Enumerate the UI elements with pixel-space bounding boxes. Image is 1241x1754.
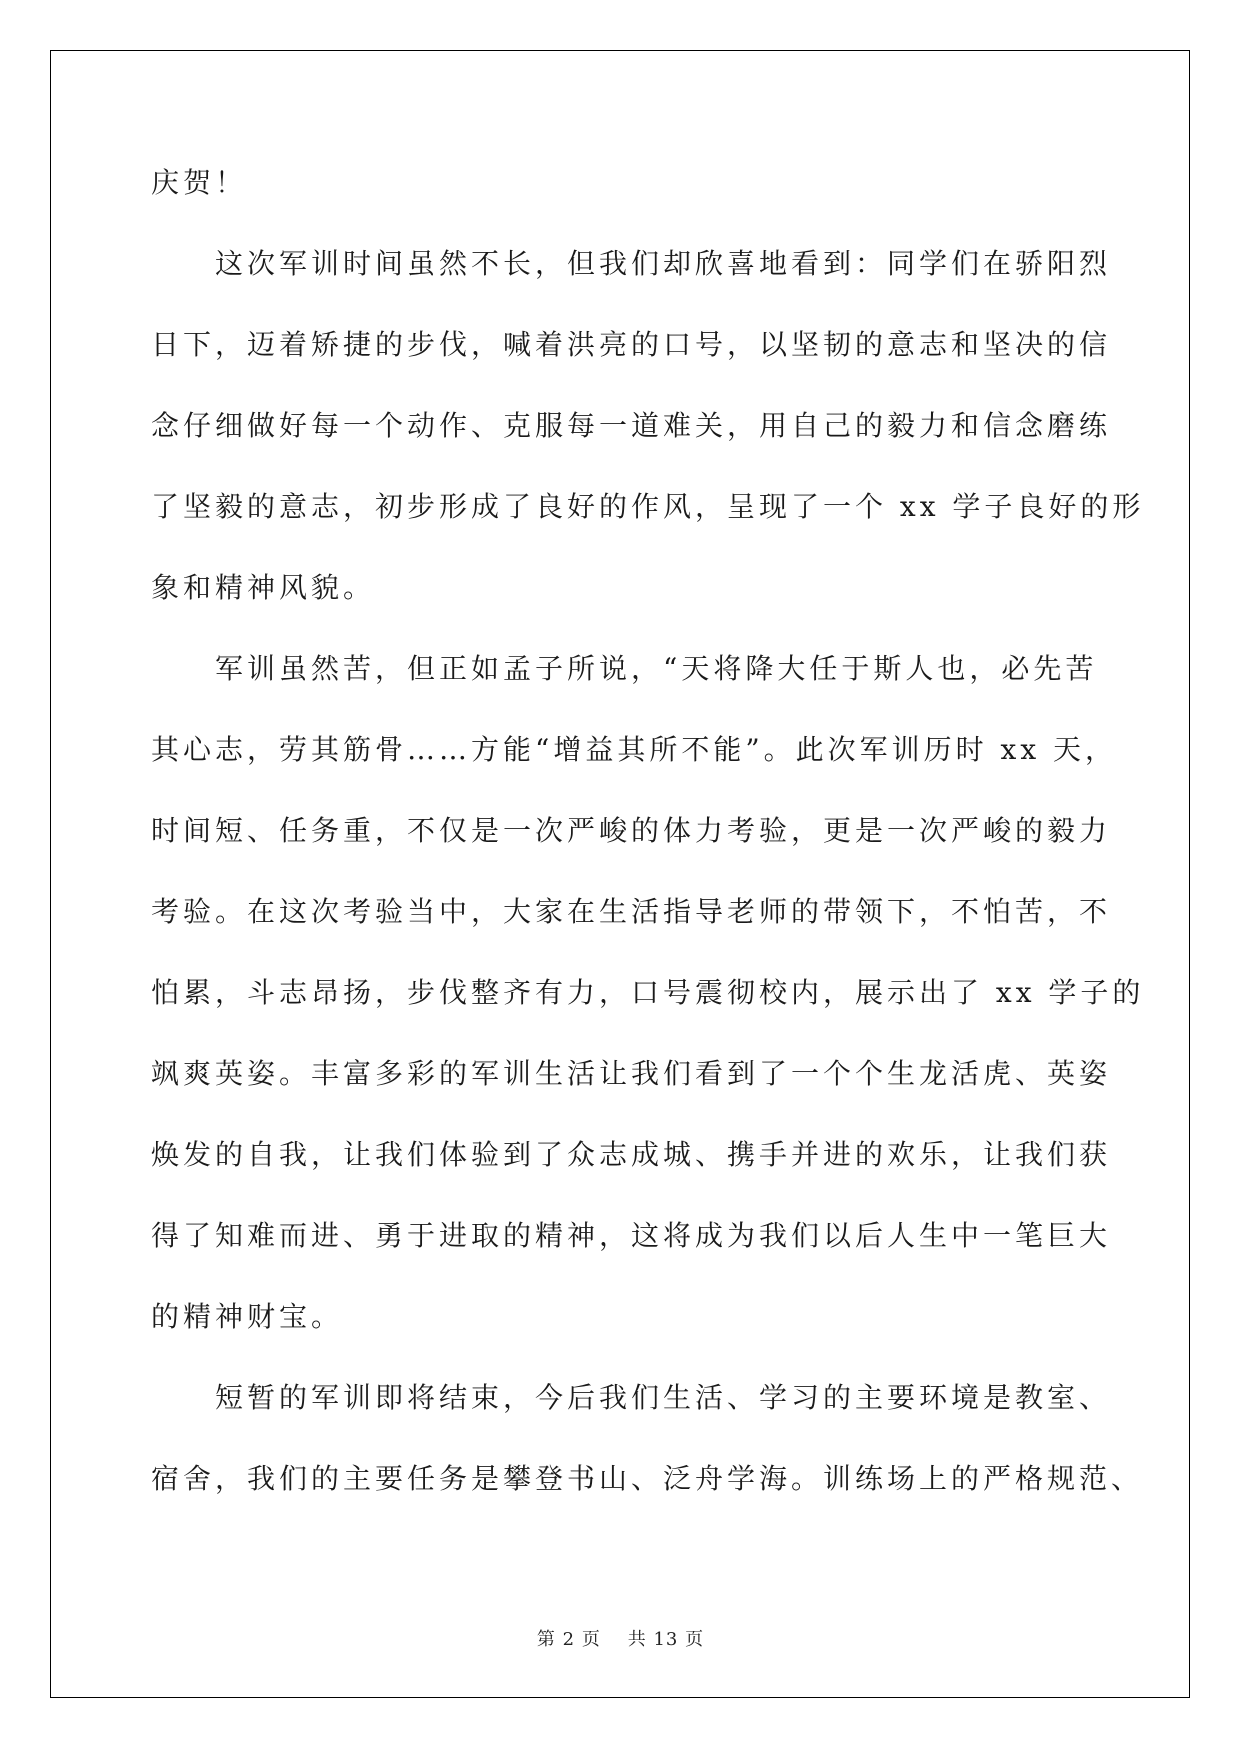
text-line: 象和精神风貌。 xyxy=(151,571,376,604)
text-line: 日下，迈着矫捷的步伐，喊着洪亮的口号，以坚韧的意志和坚决的信 xyxy=(151,328,1112,361)
page-number: 第 2 页 xyxy=(536,1629,601,1650)
text-line: 得了知难而进、勇于进取的精神，这将成为我们以后人生中一笔巨大 xyxy=(151,1219,1112,1252)
text-line: 军训虽然苦，但正如孟子所说，“天将降大任于斯人也，必先苦 xyxy=(215,652,1098,685)
text-line: 其心志，劳其筋骨……方能“增益其所不能”。此次军训历时 xx 天， xyxy=(151,733,1118,766)
text-line: 了坚毅的意志，初步形成了良好的作风，呈现了一个 xx 学子良好的形 xyxy=(151,490,1145,523)
text-line: 宿舍，我们的主要任务是攀登书山、泛舟学海。训练场上的严格规范、 xyxy=(151,1462,1144,1495)
page-total: 共 13 页 xyxy=(627,1629,705,1650)
text-line: 庆贺！ xyxy=(151,166,248,199)
text-line: 短暂的军训即将结束，今后我们生活、学习的主要环境是教室、 xyxy=(215,1381,1112,1414)
page-footer xyxy=(0,1625,1241,1651)
text-line: 时间短、任务重，不仅是一次严峻的体力考验，更是一次严峻的毅力 xyxy=(151,814,1112,847)
document-body xyxy=(151,163,1145,1540)
text-line: 飒爽英姿。丰富多彩的军训生活让我们看到了一个个生龙活虎、英姿 xyxy=(151,1057,1112,1090)
text-line: 怕累，斗志昂扬，步伐整齐有力，口号震彻校内，展示出了 xx 学子的 xyxy=(151,976,1145,1009)
text-line: 考验。在这次考验当中，大家在生活指导老师的带领下，不怕苦，不 xyxy=(151,895,1112,928)
text-line: 这次军训时间虽然不长，但我们却欣喜地看到：同学们在骄阳烈 xyxy=(215,247,1112,280)
text-line: 焕发的自我，让我们体验到了众志成城、携手并进的欢乐，让我们获 xyxy=(151,1138,1112,1171)
text-line: 的精神财宝。 xyxy=(151,1300,344,1333)
text-line: 念仔细做好每一个动作、克服每一道难关，用自己的毅力和信念磨练 xyxy=(151,409,1112,442)
